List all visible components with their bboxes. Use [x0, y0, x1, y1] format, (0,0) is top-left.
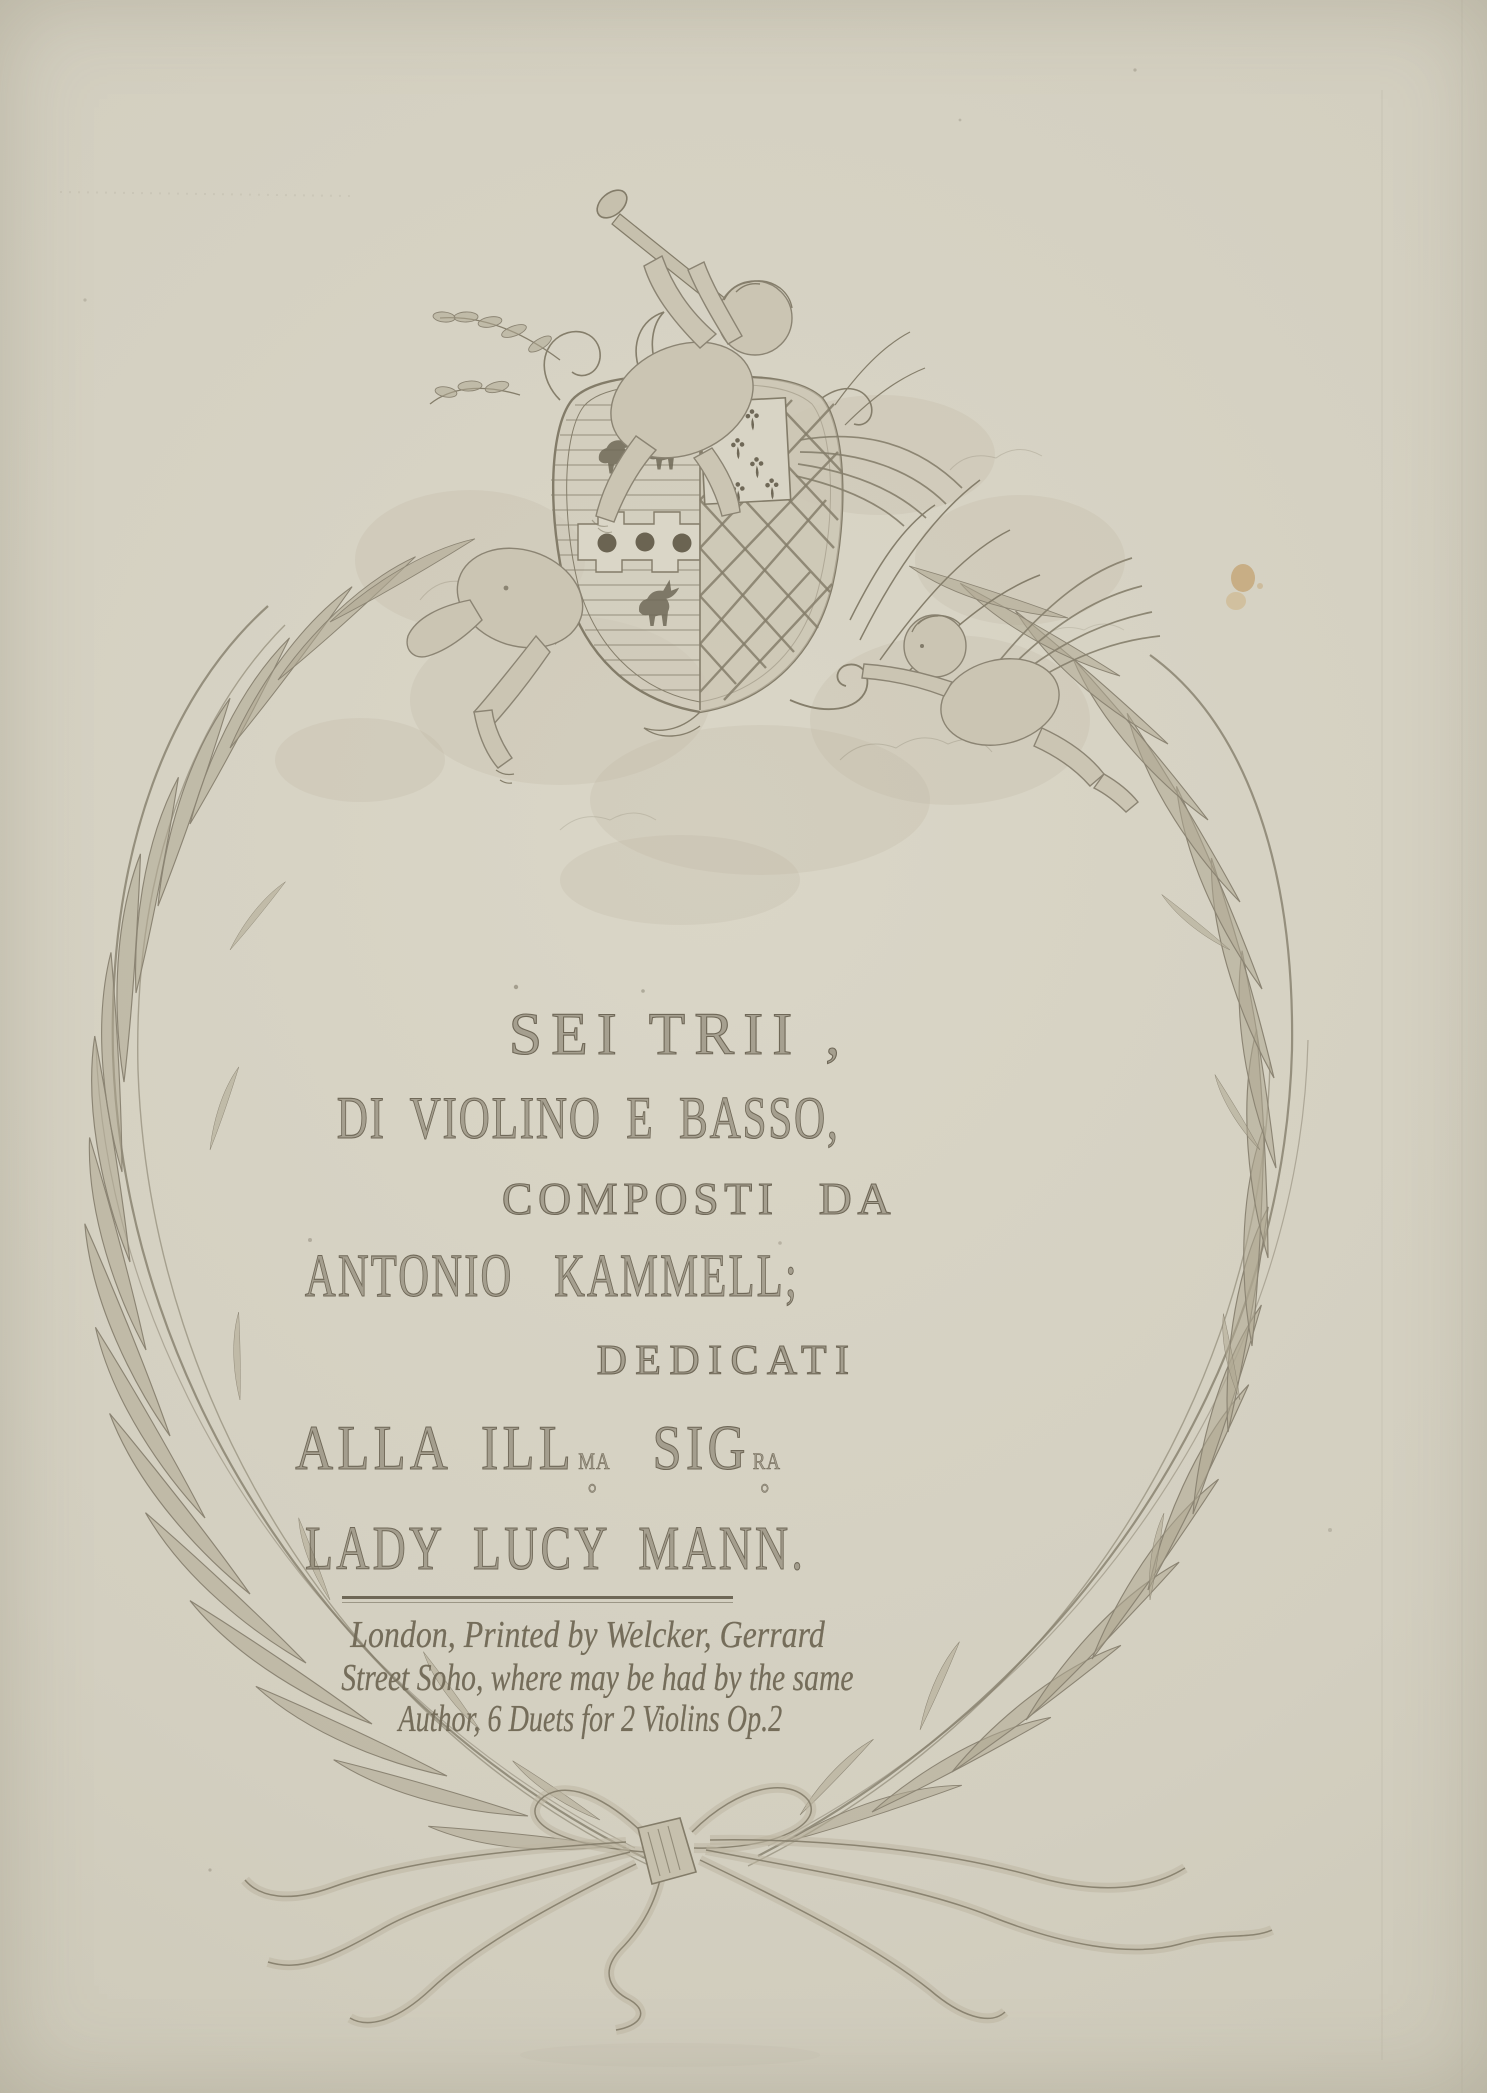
foxing-spot	[1231, 564, 1255, 592]
superscript-ra: RA °	[752, 1448, 781, 1510]
dedication-word: DEDICATI	[596, 1338, 858, 1384]
dedication-alla: ALLA	[295, 1412, 452, 1483]
trumpet-bell	[592, 185, 632, 224]
divider-rule	[342, 1596, 733, 1603]
title-line-1: SEI TRII ,	[508, 1001, 850, 1067]
title-line-2: DI VIOLINO E BASSO,	[336, 1085, 840, 1151]
ribbon-bow	[245, 1788, 1272, 2030]
imprint-line-1: London, Printed by Welcker, Gerrard	[350, 1614, 826, 1656]
imprint-line-3: Author, 6 Duets for 2 Violins Op.2	[398, 1698, 782, 1740]
laurel-sprig	[430, 311, 560, 404]
putto-leg	[1094, 774, 1138, 812]
putto-head	[904, 615, 966, 677]
dedication-sig: SIG	[652, 1412, 750, 1483]
imprint-line-2: Street Soho, where may be had by the same	[340, 1657, 854, 1699]
dedication-line	[88, 1412, 988, 1510]
composer-name: ANTONIO KAMMELL;	[304, 1243, 800, 1310]
ribbon-knot	[638, 1818, 696, 1884]
title-line-3: COMPOSTI DA	[501, 1173, 897, 1224]
dedication-ill: ILL	[480, 1412, 575, 1483]
superscript-ma: MA °	[578, 1448, 611, 1510]
dedicatee-name: LADY LUCY MANN.	[305, 1515, 807, 1583]
